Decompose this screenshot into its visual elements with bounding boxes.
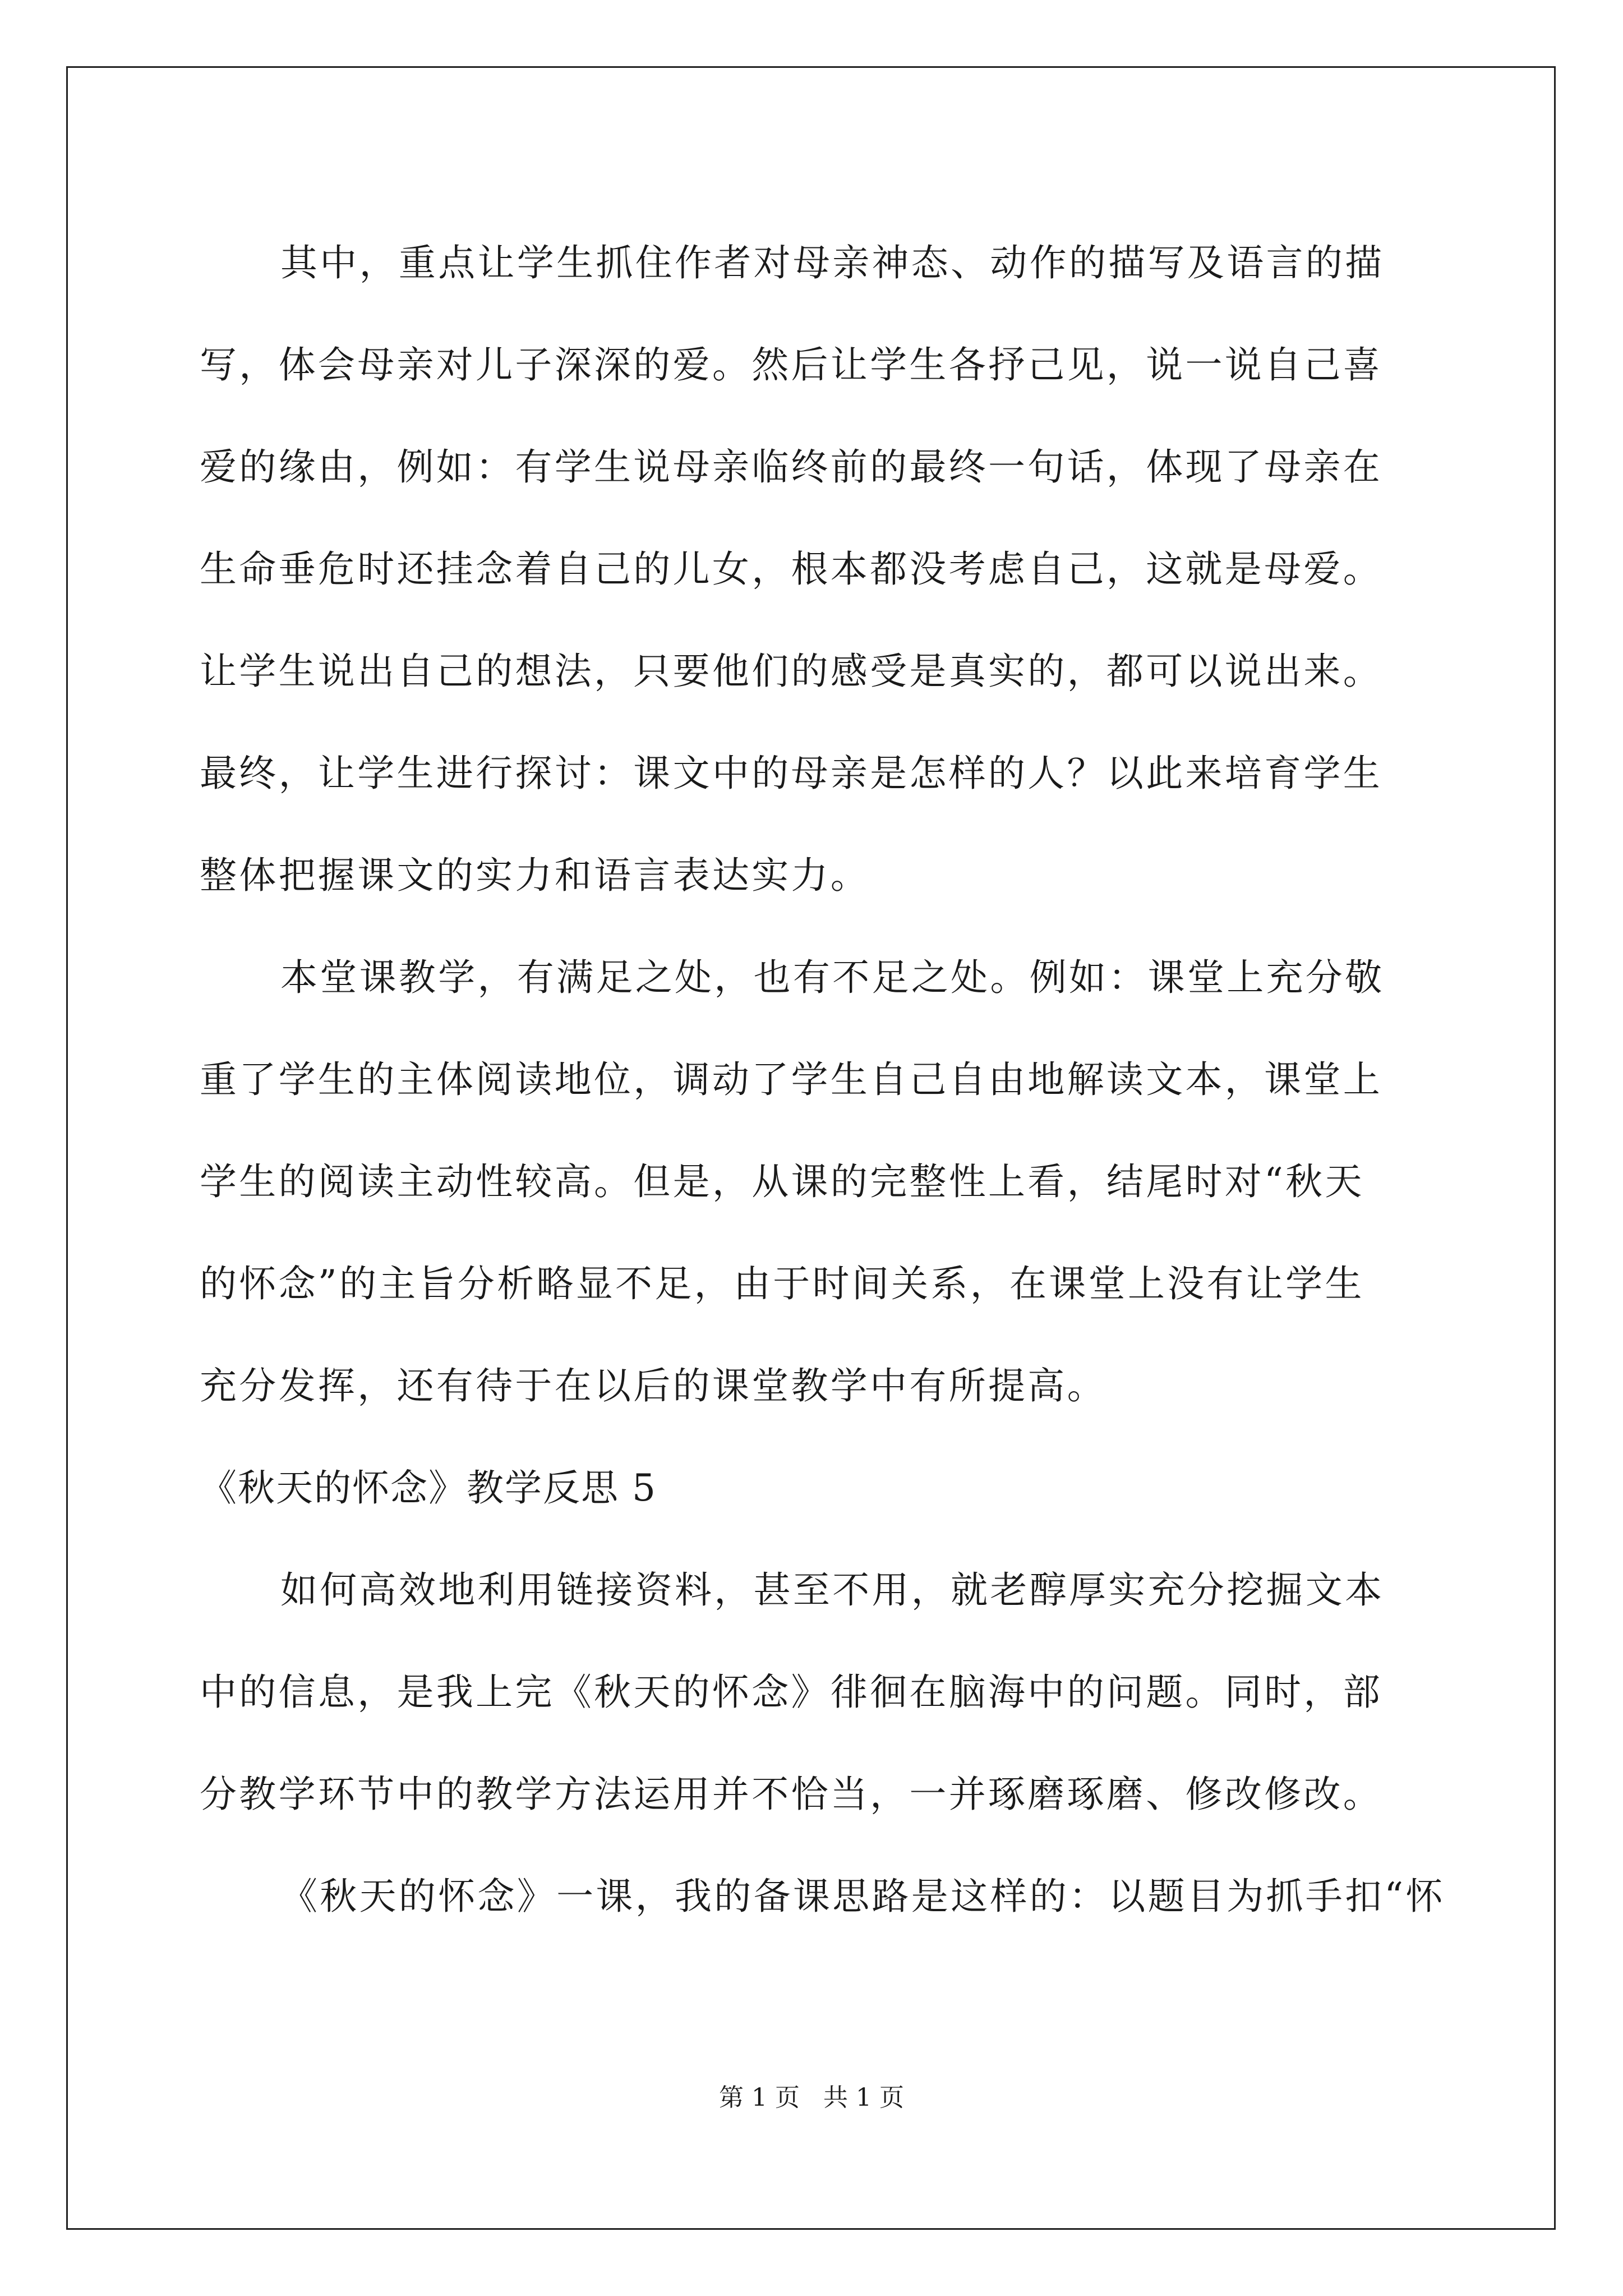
paragraph-line: 生命垂危时还挂念着自己的儿女，根本都没考虑自己，这就是母爱。 bbox=[200, 547, 1382, 591]
paragraph-line: 充分发挥，还有待于在以后的课堂教学中有所提高。 bbox=[200, 1364, 1106, 1407]
paragraph-line: 的怀念”的主旨分析略显不足，由于时间关系，在课堂上没有让学生 bbox=[200, 1262, 1364, 1305]
page-footer bbox=[0, 2077, 1623, 2113]
paragraph-line: 本堂课教学，有满足之处，也有不足之处。例如：课堂上充分敬 bbox=[280, 956, 1385, 999]
paragraph-line: 学生的阅读主动性较高。但是，从课的完整性上看，结尾时对“秋天 bbox=[200, 1160, 1364, 1203]
page-total: 共 1 页 bbox=[823, 2083, 904, 2112]
paragraph-line: 中的信息，是我上完《秋天的怀念》徘徊在脑海中的问题。同时，部 bbox=[200, 1671, 1382, 1714]
page-number: 第 1 页 bbox=[719, 2083, 800, 2112]
paragraph-line: 写，体会母亲对儿子深深的爱。然后让学生各抒己见，说一说自己喜 bbox=[200, 343, 1382, 386]
document-body bbox=[200, 212, 1445, 1948]
paragraph-line: 如何高效地利用链接资料，甚至不用，就老醇厚实充分挖掘文本 bbox=[280, 1568, 1385, 1612]
paragraph-line: 爱的缘由，例如：有学生说母亲临终前的最终一句话，体现了母亲在 bbox=[200, 445, 1382, 489]
paragraph-line: 《秋天的怀念》一课，我的备课思路是这样的：以题目为抓手扣“怀 bbox=[280, 1875, 1445, 1918]
paragraph-line: 最终，让学生进行探讨：课文中的母亲是怎样的人？以此来培育学生 bbox=[200, 752, 1382, 795]
paragraph-line: 其中，重点让学生抓住作者对母亲神态、动作的描写及语言的描 bbox=[280, 241, 1385, 284]
section-heading: 《秋天的怀念》教学反思 5 bbox=[200, 1466, 657, 1510]
paragraph-line: 整体把握课文的实力和语言表达实力。 bbox=[200, 854, 870, 897]
paragraph-line: 重了学生的主体阅读地位，调动了学生自己自由地解读文本，课堂上 bbox=[200, 1058, 1382, 1101]
paragraph-line: 分教学环节中的教学方法运用并不恰当，一并琢磨琢磨、修改修改。 bbox=[200, 1773, 1382, 1816]
paragraph-line: 让学生说出自己的想法，只要他们的感受是真实的，都可以说出来。 bbox=[200, 650, 1382, 693]
